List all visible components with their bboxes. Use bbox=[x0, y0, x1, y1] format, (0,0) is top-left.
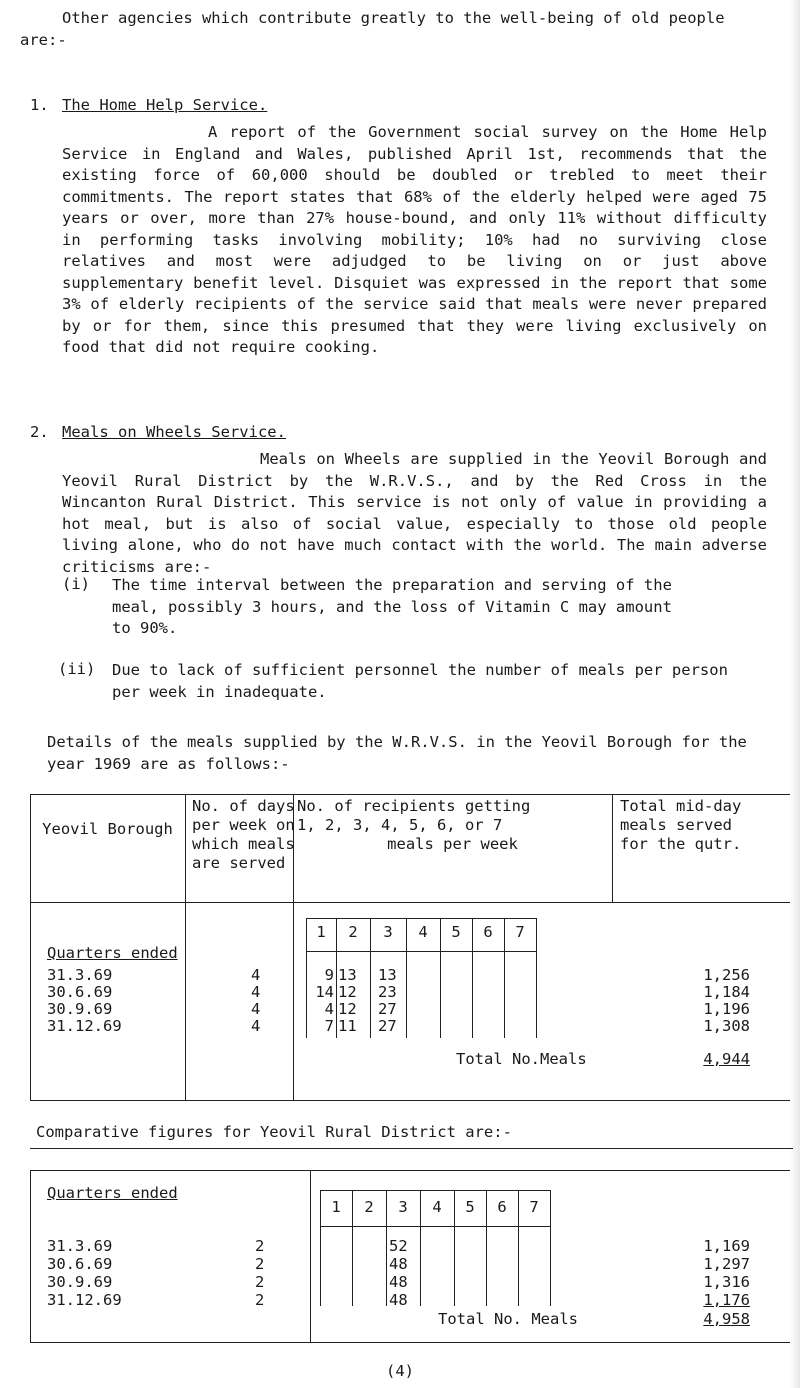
t2-row-4-quarter: 31.12.69 bbox=[47, 1291, 122, 1309]
t1-quarters-label: Quarters ended bbox=[47, 944, 178, 962]
t1-total-label: Total No.Meals bbox=[456, 1050, 587, 1068]
t1-col-yeovil-borough: Yeovil Borough bbox=[42, 820, 173, 838]
t1-total-value: 4,944 bbox=[703, 1050, 750, 1068]
t1-meal-num-6: 6 bbox=[483, 923, 493, 941]
t1-row-2-v1: 14 bbox=[315, 983, 334, 1001]
t1-row-2-total: 1,184 bbox=[703, 983, 750, 1001]
t2-row-4-total: 1,176 bbox=[703, 1291, 750, 1309]
t2-row-1-v3: 52 bbox=[389, 1237, 408, 1255]
t2-row-2-quarter: 30.6.69 bbox=[47, 1255, 113, 1273]
section-2-paragraph: Meals on Wheels are supplied in the Yeovil Borough and Yeovil Rural District by the W.R.V.S., and by the Red Cross in the Wincanton Rural District. This service is not only of value in providing a hot meal, but is also of social value, especially to those old people living alone, who do not have much contact with the world. The main adverse criticisms are:- bbox=[62, 450, 767, 576]
t1-row-4-days: 4 bbox=[251, 1017, 261, 1035]
t1-col-total-line3: for the qutr. bbox=[620, 835, 742, 853]
t1-meal-num-7: 7 bbox=[515, 923, 525, 941]
t1-meal-num-3: 3 bbox=[383, 923, 393, 941]
comparative-text: Comparative figures for Yeovil Rural District are:- bbox=[36, 1123, 512, 1141]
t1-row-1-days: 4 bbox=[251, 966, 261, 984]
t2-row-3-days: 2 bbox=[255, 1273, 265, 1291]
section-2-heading: Meals on Wheels Service. bbox=[62, 423, 286, 441]
t1-row-4-quarter: 31.12.69 bbox=[47, 1017, 122, 1035]
criticism-2-number: (ii) bbox=[58, 660, 96, 678]
t2-meal-num-7: 7 bbox=[529, 1198, 539, 1216]
t2-row-1-total: 1,169 bbox=[703, 1237, 750, 1255]
t1-meal-num-2: 2 bbox=[348, 923, 358, 941]
t1-row-3-quarter: 30.9.69 bbox=[47, 1000, 113, 1018]
t1-row-3-v3: 27 bbox=[378, 1000, 397, 1018]
intro-text: Other agencies which contribute greatly to the well-being of old people are:- bbox=[20, 9, 725, 49]
t2-meal-num-3: 3 bbox=[398, 1198, 408, 1216]
t1-col-recipients-line2: 1, 2, 3, 4, 5, 6, or 7 bbox=[297, 816, 503, 834]
t2-row-3-v3: 48 bbox=[389, 1273, 408, 1291]
section-1-number: 1. bbox=[30, 96, 49, 114]
t2-meal-num-1: 1 bbox=[331, 1198, 341, 1216]
t1-row-4-v3: 27 bbox=[378, 1017, 397, 1035]
t1-meal-num-5: 5 bbox=[451, 923, 461, 941]
t2-row-2-days: 2 bbox=[255, 1255, 265, 1273]
t1-row-1-v2: 13 bbox=[338, 966, 357, 984]
criticism-1-text: The time interval between the preparation and serving of the meal, possibly 3 hours, and the loss of Vitamin C may amount to 90%. bbox=[112, 576, 672, 637]
t1-meal-num-1: 1 bbox=[316, 923, 326, 941]
t2-quarters-label: Quarters ended bbox=[47, 1184, 178, 1202]
t2-row-4-days: 2 bbox=[255, 1291, 265, 1309]
comparative-divider bbox=[30, 1148, 793, 1149]
t1-col-days-line4: are served bbox=[192, 854, 286, 872]
t1-row-3-days: 4 bbox=[251, 1000, 261, 1018]
page-edge-shadow bbox=[790, 0, 800, 1388]
t1-row-3-v1: 4 bbox=[324, 1000, 334, 1018]
t1-col-days-line2: per week on bbox=[192, 816, 295, 834]
t1-row-4-total: 1,308 bbox=[703, 1017, 750, 1035]
section-2-number: 2. bbox=[30, 423, 49, 441]
t1-row-2-quarter: 30.6.69 bbox=[47, 983, 113, 1001]
t2-row-1-quarter: 31.3.69 bbox=[47, 1237, 113, 1255]
section-1-heading: The Home Help Service. bbox=[62, 96, 268, 114]
details-text: Details of the meals supplied by the W.R.V.S. in the Yeovil Borough for the year 1969 are as follows:- bbox=[47, 733, 747, 773]
t1-col-days-line1: No. of days bbox=[192, 797, 295, 815]
t2-row-1-days: 2 bbox=[255, 1237, 265, 1255]
criticism-2-text: Due to lack of sufficient personnel the number of meals per person per week in inadequate. bbox=[112, 661, 728, 701]
t2-total-value: 4,958 bbox=[703, 1310, 750, 1328]
t1-col-days-line3: which meals bbox=[192, 835, 295, 853]
t2-row-3-total: 1,316 bbox=[703, 1273, 750, 1291]
t1-row-1-v1: 9 bbox=[324, 966, 334, 984]
t2-row-3-quarter: 30.9.69 bbox=[47, 1273, 113, 1291]
section-1-paragraph: A report of the Government social survey on the Home Help Service in England and Wales, published April 1st, recommends that the existing force of 60,000 should be doubled or trebled to meet their commitments. The report states that 68% of the elderly helped were aged 75 years or over, more than 27% house-bound, and only 11% without difficulty in performing tasks involving mobility; 10% had no surviving close relatives and most were adjudged to be living on or just above supplementary benefit level. Disquiet was expressed in the report that some 3% of elderly recipients of the service said that meals were never prepared by or for them, since this presumed that they were living exclusively on food that did not require cooking. bbox=[62, 123, 767, 356]
t1-row-3-v2: 12 bbox=[338, 1000, 357, 1018]
t1-row-1-total: 1,256 bbox=[703, 966, 750, 984]
t1-row-1-v3: 13 bbox=[378, 966, 397, 984]
t2-meal-num-6: 6 bbox=[497, 1198, 507, 1216]
page-number: (4) bbox=[386, 1362, 414, 1380]
t1-row-2-v3: 23 bbox=[378, 983, 397, 1001]
t1-row-3-total: 1,196 bbox=[703, 1000, 750, 1018]
t2-row-2-v3: 48 bbox=[389, 1255, 408, 1273]
t1-row-2-v2: 12 bbox=[338, 983, 357, 1001]
t2-row-4-v3: 48 bbox=[389, 1291, 408, 1309]
t2-row-2-total: 1,297 bbox=[703, 1255, 750, 1273]
criticism-1-number: (i) bbox=[62, 575, 90, 593]
t1-row-2-days: 4 bbox=[251, 983, 261, 1001]
t2-total-label: Total No. Meals bbox=[438, 1310, 578, 1328]
t1-row-4-v1: 7 bbox=[324, 1017, 334, 1035]
t1-col-recipients-line1: No. of recipients getting bbox=[297, 797, 531, 815]
t1-meal-num-4: 4 bbox=[418, 923, 428, 941]
t1-col-total-line1: Total mid-day bbox=[620, 797, 742, 815]
t1-row-1-quarter: 31.3.69 bbox=[47, 966, 113, 984]
t2-meal-num-2: 2 bbox=[364, 1198, 374, 1216]
t1-col-recipients-line3: meals per week bbox=[387, 835, 518, 853]
t2-meal-num-5: 5 bbox=[465, 1198, 475, 1216]
t1-row-4-v2: 11 bbox=[338, 1017, 357, 1035]
t1-col-total-line2: meals served bbox=[620, 816, 732, 834]
t2-meal-num-4: 4 bbox=[432, 1198, 442, 1216]
